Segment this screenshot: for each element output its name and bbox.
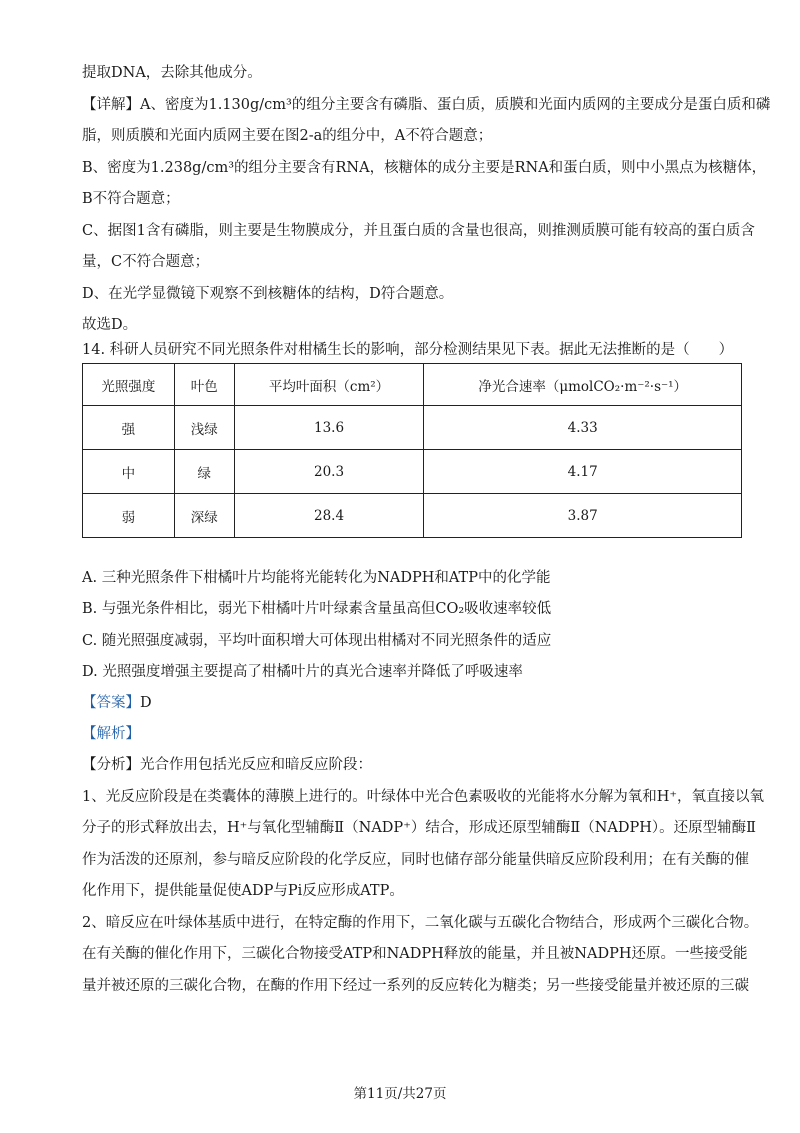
table-cell: 深绿 (174, 494, 234, 538)
answer-label: 【答案】 (82, 695, 140, 711)
table-header-row (83, 364, 742, 406)
table-cell: 中 (83, 450, 175, 494)
text-line: 脂，则质膜和光面内质网主要在图2-a的组分中，A不符合题意； (82, 128, 493, 144)
question-stem-text: 14. 科研人员研究不同光照条件对柑橘生长的影响，部分检测结果见下表。据此无法推断的是（ ） (82, 342, 734, 358)
text-line: D、在光学显微镜下观察不到核糖体的结构，D符合题意。 (82, 285, 454, 302)
text-line: B、密度为1.238g/cm³的组分主要含有RNA，核糖体的成分主要是RNA和蛋白质，则中小黑点为核糖体， (82, 159, 767, 176)
table-row (83, 406, 742, 450)
table-row (83, 450, 742, 494)
previous-explanation (82, 58, 771, 342)
table-header-cell: 光照强度 (83, 364, 175, 406)
table-cell: 3.87 (424, 494, 742, 538)
table-header-cell: 平均叶面积（cm²） (234, 364, 424, 406)
table-cell: 4.17 (424, 450, 742, 494)
table-cell: 绿 (174, 450, 234, 494)
text-line: 【详解】A、密度为1.130g/cm³的组分主要含有磷脂、蛋白质，质膜和光面内质网的主要成分是蛋白质和磷 (82, 96, 771, 113)
table-header-cell: 净光合速率（μmolCO₂·m⁻²·s⁻¹） (424, 364, 742, 406)
text-line: 量并被还原的三碳化合物，在酶的作用下经过一系列的反应转化为糖类；另一些接受能量并被还原的三碳 (82, 977, 749, 994)
table-cell: 弱 (83, 494, 175, 538)
text-line: 量，C不符合题意； (82, 254, 210, 270)
text-line: 2、暗反应在叶绿体基质中进行，在特定酶的作用下，二氧化碳与五碳化合物结合，形成两个三碳化合物。 (82, 914, 759, 931)
option-a: A. 三种光照条件下柑橘叶片均能将光能转化为NADPH和ATP中的化学能 (82, 570, 551, 586)
table-row (83, 494, 742, 538)
text-line: 1、光反应阶段是在类囊体的薄膜上进行的。叶绿体中光合色素吸收的光能将水分解为氧和H⁺，氧直接以氧 (82, 788, 765, 805)
table-header-cell: 叶色 (174, 364, 234, 406)
page-number-footer: 第11页/共27页 (353, 1086, 447, 1102)
table-cell: 浅绿 (174, 406, 234, 450)
table-cell: 强 (83, 406, 175, 450)
text-line: 【分析】光合作用包括光反应和暗反应阶段： (82, 757, 372, 773)
table-cell: 4.33 (424, 406, 742, 450)
analysis-label: 【解析】 (82, 726, 140, 742)
option-b: B. 与强光条件相比，弱光下柑橘叶片叶绿素含量虽高但CO₂吸收速率较低 (82, 601, 552, 617)
text-line: 在有关酶的催化作用下，三碳化合物接受ATP和NADPH释放的能量，并且被NADPH还原。一些接受能 (82, 946, 748, 962)
question-stem (82, 337, 734, 363)
answer-value: D (140, 695, 152, 711)
text-line: 故选D。 (82, 317, 138, 333)
text-line: 作为活泼的还原剂，参与暗反应阶段的化学反应，同时也储存部分能量供暗反应阶段利用；在有关酶的催 (82, 851, 749, 868)
text-line: 提取DNA，去除其他成分。 (82, 65, 262, 81)
text-line: C、据图1含有磷脂，则主要是生物膜成分，并且蛋白质的含量也很高，则推测质膜可能有较高的蛋白质含 (82, 222, 755, 239)
analysis-section (82, 750, 765, 1002)
table-cell: 28.4 (234, 494, 424, 538)
answer-line (82, 688, 152, 720)
text-line: 分子的形式释放出去，H⁺与氧化型辅酶Ⅱ（NADP⁺）结合，形成还原型辅酶Ⅱ（NADPH）。还原型辅酶Ⅱ (82, 820, 756, 836)
option-d: D. 光照强度增强主要提高了柑橘叶片的真光合速率并降低了呼吸速率 (82, 664, 523, 680)
table-cell: 20.3 (234, 450, 424, 494)
light-condition-table (82, 363, 742, 538)
text-line: 化作用下，提供能量促使ADP与Pi反应形成ATP。 (82, 883, 404, 899)
table-cell: 13.6 (234, 406, 424, 450)
option-c: C. 随光照强度减弱，平均叶面积增大可体现出柑橘对不同光照条件的适应 (82, 633, 552, 649)
text-line: B不符合题意； (82, 191, 180, 207)
